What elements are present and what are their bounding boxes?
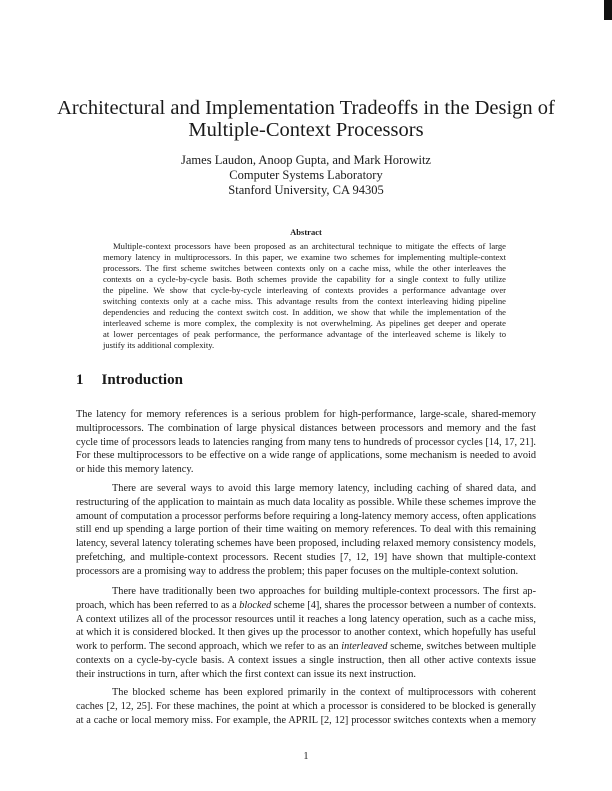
scan-artifact <box>604 0 612 20</box>
text-line: latency, several latency tolerating schemes have been proposed, including relaxed memory consistency models, <box>76 538 536 550</box>
text-line: cycle time of processors leads to latencies ranging from many tens to hundreds of processor cycles [14, 17, 21]. <box>76 436 536 448</box>
text-line: amount of computation a processor performs before requiring a long-latency memory access, often applications <box>76 510 536 522</box>
text-line: memory latency in multiprocessors. In this paper, we examine two schemes for implementing multiple-context <box>103 252 506 262</box>
author-address: Stanford University, CA 94305 <box>228 183 384 197</box>
text-line: restructuring of the application to maintain as much data locality as possible. While these schemes improve the <box>76 496 536 508</box>
text-line: multiprocessors. The combination of large physical distances between processors and memory and the fast <box>76 422 536 434</box>
paper-title-line-1: Architectural and Implementation Tradeoffs in the Design of <box>57 97 555 119</box>
text-line: prefetching, and multiple-context processors. Recent studies [7, 12, 19] have shown that multiple-context <box>76 552 536 563</box>
text-line: caches [2, 12, 25]. For these machines, the point at which a processor is considered to be blocked is generally <box>76 700 536 712</box>
italic-term: blocked <box>239 599 272 611</box>
text-segment: scheme [4], shares the processor between a number of contexts. <box>271 599 537 611</box>
text-line: at lower percentages of peak performance, the performance advantage of the interleaved scheme is likely to <box>103 329 506 339</box>
text-line: processors are a promising way to address the problem; this paper focuses on the multiple-context solution. <box>76 565 519 577</box>
text-line: Multiple-context processors have been proposed as an architectural technique to mitigate the effects of large <box>113 241 506 251</box>
italic-term: interleaved <box>341 641 388 653</box>
text-line <box>76 599 536 613</box>
page-number: 1 <box>303 751 309 762</box>
text-line: still end up spending a large portion of their time waiting on memory references. To deal with this remaining <box>76 524 536 536</box>
text-line: The blocked scheme has been explored primarily in the context of multiprocessors with coherent <box>112 687 536 698</box>
text-line: switching contexts only at a cache miss. This advantage results from the context interleaving hiding pipeline <box>103 296 506 306</box>
section-title: Introduction <box>101 372 183 388</box>
text-line: interleaved scheme is more complex, the complexity is not overwhelming. As pipelines get deeper and operate <box>103 318 506 328</box>
section-heading <box>76 372 183 389</box>
text-line: contexts on a cycle-by-cycle basis. Both schemes provide the capability for a single context to fully utilize <box>103 274 506 284</box>
text-line: For these multiprocessors to be effective on a wide range of applications, some mechanism is needed to avoid <box>76 450 536 462</box>
text-line: contexts on a cycle-by-cycle basis. A context issues a single instruction, then all other active contexts issue <box>76 655 536 666</box>
abstract-heading: Abstract <box>290 227 322 237</box>
text-line: justify its additional complexity. <box>103 340 215 350</box>
text-line: dependencies and reducing the context switch cost. In addition, we show that while the implementation of the <box>103 307 506 317</box>
text-segment: work to perform. The second approach, which we refer to as an <box>76 641 342 653</box>
text-line: or hide this memory latency. <box>76 464 194 476</box>
text-line: The latency for memory references is a serious problem for high-performance, large-scale, shared-memory <box>76 409 536 420</box>
text-line: at which it is considered blocked. It then gives up the processor to another context, which hopefully has useful <box>76 627 536 639</box>
author-names: James Laudon, Anoop Gupta, and Mark Horowitz <box>181 153 431 167</box>
text-line: the pipeline. We show that cycle-by-cycle interleaving of contexts provides a performance advantage over <box>103 285 506 295</box>
author-affiliation: Computer Systems Laboratory <box>229 168 383 182</box>
text-segment: scheme, switches between multiple <box>387 641 536 653</box>
text-line: A context utilizes all of the processor resources until it reaches a long latency operation, such as a cache miss, <box>76 613 536 625</box>
paper-title-line-2: Multiple-Context Processors <box>188 119 424 141</box>
text-segment: proach, which has been referred to as a <box>76 599 240 611</box>
text-line <box>76 640 536 654</box>
section-number: 1 <box>76 372 84 388</box>
text-line: There have traditionally been two approaches for building multiple-context processors. The first ap- <box>112 586 536 597</box>
text-line: at a cache or local memory miss. For example, the APRIL [2, 12] processor switches contexts when a memory <box>76 714 536 726</box>
text-line: processors. The first scheme switches between contexts only on a cache miss, while the other interleaves the <box>103 263 506 273</box>
text-line: There are several ways to avoid this large memory latency, including caching of shared data, and <box>112 483 536 494</box>
text-line: their instructions in turn, after which the first context can issue its next instruction. <box>76 668 417 680</box>
